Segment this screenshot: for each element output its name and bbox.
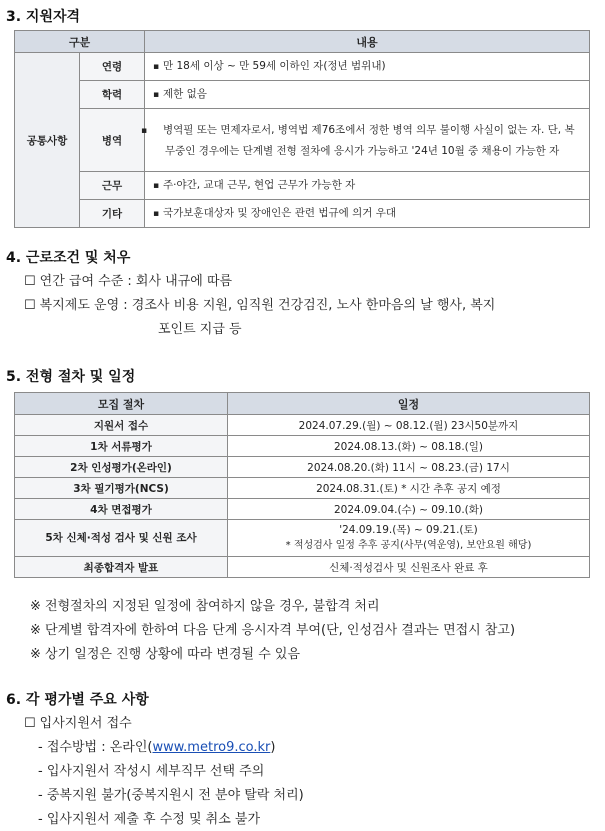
date-cell: 2024.08.20.(화) 11시 ~ 08.23.(금) 17시: [228, 457, 590, 478]
item-text: 입사지원서 제출 후 수정 및 취소 불가: [46, 812, 261, 827]
table-row: [15, 436, 590, 457]
row-content: [145, 53, 590, 81]
table-row: [15, 557, 590, 578]
table-row: [15, 478, 590, 499]
list-item: [24, 294, 495, 313]
section-5-title: 5. 전형 절차 및 일정: [6, 369, 136, 385]
list-item: [24, 270, 232, 289]
row-label: 학력: [80, 81, 145, 109]
step-cell: 지원서 접수: [15, 415, 228, 436]
section-3-title: 3. 지원자격: [6, 9, 81, 25]
method-suffix: ): [270, 740, 276, 755]
table-row: [15, 81, 590, 109]
bullet-icon: ▪: [153, 209, 160, 219]
note-text: 단계별 합격자에 한하여 다음 단계 응시자격 부여(단, 인성검사 결과는 면접시 참고): [45, 623, 516, 638]
item-text: 연간 급여 수준 : 회사 내규에 따름: [39, 274, 233, 289]
step-cell: 최종합격자 발표: [15, 557, 228, 578]
heading-text: 입사지원서 접수: [39, 716, 132, 731]
category-cell: 공통사항: [15, 53, 80, 228]
date-cell: 신체·적성검사 및 신원조사 완료 후: [228, 557, 590, 578]
item-continuation: 포인트 지급 등: [158, 322, 242, 337]
header-category: 구분: [15, 31, 145, 53]
dash-icon: -: [38, 740, 43, 755]
date-cell: 2024.08.13.(화) ~ 08.18.(일): [228, 436, 590, 457]
note-item: [30, 619, 515, 638]
item-text: 중복지원 불가(중복지원시 전 분야 탈락 처리): [46, 788, 304, 803]
dash-icon: -: [38, 788, 43, 803]
bullet-icon: ▪: [153, 90, 160, 100]
table-header-row: [15, 393, 590, 415]
note-text: 전형절차의 지정된 일정에 참여하지 않을 경우, 불합격 처리: [45, 599, 380, 614]
header-content: 내용: [145, 31, 590, 53]
dash-icon: -: [38, 764, 43, 779]
bullet-icon: ▪: [153, 181, 160, 191]
table-row: [15, 415, 590, 436]
note-item: [30, 595, 380, 614]
date-cell: 2024.07.29.(월) ~ 08.12.(월) 23시50분까지: [228, 415, 590, 436]
table-row: [15, 109, 590, 172]
date-cell: 2024.08.31.(토) * 시간 추후 공지 예정: [228, 478, 590, 499]
table-row: [15, 200, 590, 228]
bullet-icon: ▪: [153, 62, 160, 72]
note-text: 상기 일정은 진행 상황에 따라 변경될 수 있음: [45, 647, 301, 662]
step-cell: 5차 신체·적성 검사 및 신원 조사: [15, 520, 228, 557]
row-label: 기타: [80, 200, 145, 228]
list-item: [38, 736, 275, 755]
table-row: [15, 520, 590, 557]
row-text: 주·야간, 교대 근무, 현업 근무가 가능한 자: [163, 179, 356, 191]
site-link[interactable]: www.metro9.co.kr: [152, 740, 271, 755]
list-item: [38, 808, 260, 827]
row-text: 만 18세 이상 ~ 만 59세 이하인 자(정년 범위내): [163, 60, 386, 72]
dash-icon: -: [38, 812, 43, 827]
list-item: [38, 784, 304, 803]
row-content: [145, 200, 590, 228]
header-step: 모집 절차: [15, 393, 228, 415]
date-note: * 적성검사 일정 추후 공지(사무(역운영), 보안요원 해당): [285, 540, 532, 551]
section-4-title: 4. 근로조건 및 처우: [6, 250, 131, 266]
table-row: [15, 53, 590, 81]
checkbox-icon: ☐: [24, 298, 36, 313]
date-cell: 2024.09.04.(수) ~ 09.10.(화): [228, 499, 590, 520]
table-row: [15, 172, 590, 200]
note-mark-icon: ※: [30, 647, 41, 662]
method-prefix: 접수방법 : 온라인(: [46, 740, 153, 755]
row-content: [145, 81, 590, 109]
row-text: 국가보훈대상자 및 장애인은 관련 법규에 의거 우대: [163, 207, 397, 219]
row-text: 제한 없음: [163, 88, 207, 100]
item-text: 입사지원서 작성시 세부직무 선택 주의: [46, 764, 265, 779]
eligibility-table: [14, 30, 590, 228]
checkbox-icon: ☐: [24, 274, 36, 289]
row-content: [141, 109, 590, 172]
note-mark-icon: ※: [30, 623, 41, 638]
checkbox-icon: ☐: [24, 716, 36, 731]
table-row: [15, 499, 590, 520]
table-header-row: [15, 31, 590, 53]
step-cell: 3차 필기평가(NCS): [15, 478, 228, 499]
row-label: 근무: [80, 172, 145, 200]
row-text: 병역필 또는 면제자로서, 병역법 제76조에서 정한 병역 의무 불이행 사실이 없는 자. 단, 복무중인 경우에는 단계별 전형 절차에 응시가 가능하고 '24년 10월 중 채용이 가능한 자: [163, 123, 575, 157]
table-row: [15, 457, 590, 478]
list-item: [38, 760, 264, 779]
bullet-icon: ▪: [141, 125, 148, 136]
header-date: 일정: [228, 393, 590, 415]
step-cell: 2차 인성평가(온라인): [15, 457, 228, 478]
date-cell: [228, 520, 590, 557]
row-label: 연령: [80, 53, 145, 81]
list-heading: [24, 712, 132, 731]
note-mark-icon: ※: [30, 599, 41, 614]
note-item: [30, 643, 300, 662]
item-text: 복지제도 운영 : 경조사 비용 지원, 임직원 건강검진, 노사 한마음의 날 행사, 복지: [39, 298, 496, 313]
row-content: [145, 172, 590, 200]
row-label: 병역: [80, 109, 145, 172]
section-6-title: 6. 각 평가별 주요 사항: [6, 692, 149, 708]
date-line: '24.09.19.(목) ~ 09.21.(토): [339, 524, 478, 536]
step-cell: 1차 서류평가: [15, 436, 228, 457]
schedule-table: [14, 392, 590, 578]
step-cell: 4차 면접평가: [15, 499, 228, 520]
